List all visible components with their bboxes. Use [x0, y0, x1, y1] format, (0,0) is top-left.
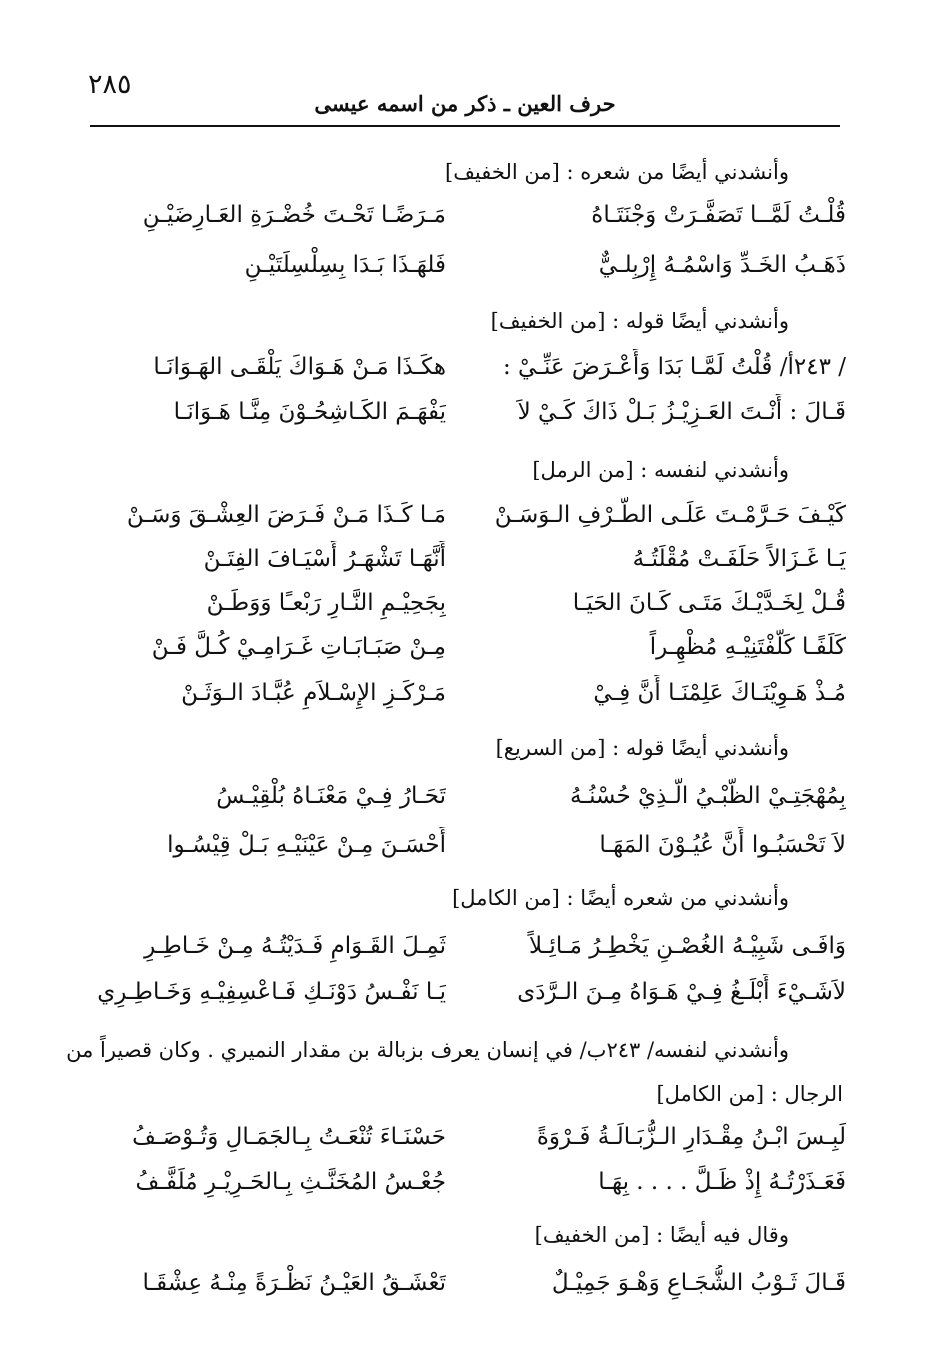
verse-second-hemistich: تَعْشَـقُ العَيْـنُ نَظْـرَةً مِنْـهُ عِشْقَـا — [142, 1270, 446, 1296]
verse-line — [94, 675, 846, 711]
prose-paragraph: وأنشدني لنفسه/ ٢٤٣ب/ في إنسان يعرف بزبالة بن مقدار النميري . وكان قصيراً من — [66, 1038, 789, 1062]
verse-line — [94, 585, 846, 621]
section-intro: وقال فيه أيضًا : [من الخفيف] — [534, 1223, 789, 1247]
verse-second-hemistich: مَـرْكَـزِ الإِسْـلاَمِ عُبَّـادَ الـوَثَـنْ — [181, 680, 446, 706]
verse-first-hemistich: وَافَـى شَبِيْـهُ الغُصْـنِ يَخْطِـرُ مَـائِـلاً — [528, 933, 846, 959]
verse-line — [94, 541, 846, 577]
verse-first-hemistich: قَـالَ : أَنْـتَ العَـزِيْـزُ بَـلْ ذَاكَ كَـيْ لاَ — [517, 399, 846, 425]
verse-first-hemistich: يَـا غَـزَالاً حَلَفَـتْ مُقْلَتُـهُ — [632, 546, 846, 572]
header-rule — [90, 125, 840, 127]
verse-second-hemistich: مَـا كَـذَا مَـنْ فَـرَضَ العِشْـقَ وَسَـنْ — [126, 502, 446, 528]
verse-first-hemistich: كَيْـفَ حَـرَّمْـتَ عَلَـى الطَّـرْفِ الـوَسَـنْ — [494, 502, 846, 528]
prose-continuation: الرجال : [من الكامل] — [656, 1082, 843, 1106]
verse-line — [94, 1164, 846, 1200]
verse-second-hemistich: مَـرَضًـا تَحْـتَ خُضْـرَةِ العَـارِضَيْـنِ — [142, 202, 446, 228]
verse-first-hemistich: مُـذْ هَـوِيْنَـاكَ عَلِمْنَـا أَنَّ فِـيْ — [593, 680, 846, 706]
verse-line — [94, 349, 846, 385]
verse-line — [94, 827, 846, 863]
verse-first-hemistich: كَلَفًـا كَلَّفْتَنِيْـهِ مُظْهِـراً — [649, 634, 846, 660]
section-intro: وأنشدني أيضًا قوله : [من الخفيف] — [490, 309, 789, 333]
verse-line — [94, 1265, 846, 1301]
verse-second-hemistich: تَحَـارُ فِـيْ مَعْنَـاهُ بُلْقِيْـسُ — [216, 783, 446, 809]
verse-first-hemistich: فَعَـذَرْتُـهُ إِذْ ظَـلَّ . . . . بِهَـا — [598, 1169, 846, 1195]
verse-second-hemistich: يَـا نَفْـسُ دَوْنَـكِ فَـاعْسِفِيْـهِ وَخَـاطِـرِي — [97, 979, 446, 1005]
verse-line — [94, 197, 846, 233]
running-head: حرف العين ـ ذكر من اسمه عيسى — [314, 91, 616, 116]
verse-first-hemistich: لاَ تَحْسَبُـوا أَنَّ عُيُـوْنَ المَهَـا — [599, 832, 846, 858]
verse-first-hemistich: بِمُهْجَتِـيْ الظَّبْـيُ الَّـذِيْ حُسْنُـهُ — [570, 783, 846, 809]
verse-first-hemistich: قُلْـتُ لَمَّــا تَصَفَّـرَتْ وَجْنَتَـاهُ — [591, 202, 846, 228]
verse-second-hemistich: حَسْنَـاءَ تُنْعَـتُ بِـالجَمَـالِ وَتُـوْصَـفُ — [132, 1124, 446, 1150]
verse-second-hemistich: مِـنْ صَبَـابَـاتِ غَـرَامِـيْ كُـلَّ فَـنْ — [151, 634, 446, 660]
verse-second-hemistich: جُعْـسُ المُخَنَّـثِ بِـالحَـرِيْـرِ مُلَفَّـفُ — [135, 1169, 446, 1195]
verse-second-hemistich: ثَمِـلَ القَـوَامِ فَـدَيْتُـهُ مِـنْ خَـاطِـرِ — [144, 933, 446, 959]
verse-line — [94, 1119, 846, 1155]
verse-line — [94, 928, 846, 964]
verse-first-hemistich: لَبِـسَ ابْـنُ مِقْـدَارِ الـزُّبَـالَـةُ فَـرْوَةً — [536, 1124, 846, 1150]
section-intro: وأنشدني أيضًا قوله : [من السريع] — [495, 736, 789, 760]
verse-second-hemistich: يَفْهَـمَ الكَـاشِحُـوْنَ مِنَّـا هَـوَانَـا — [173, 399, 446, 425]
verse-second-hemistich: أَنَّهَـا تَشْهَـرُ أَسْيَـافَ الفِتَـنْ — [203, 546, 446, 572]
verse-second-hemistich: بِجَحِيْـمِ النَّـارِ رَبْعـًا وَوَطَـنْ — [206, 590, 446, 616]
verse-first-hemistich: / ٢٤٣أ/ قُلْتُ لَمَّـا بَدَا وَأَعْـرَضَ عَنِّـيْ : — [502, 354, 846, 380]
section-intro: وأنشدني من شعره أيضًا : [من الكامل] — [452, 886, 789, 910]
verse-first-hemistich: ذَهَـبُ الخَـدِّ وَاسْمُـهُ إِرْبِلـيٌّ — [598, 252, 846, 278]
section-intro: وأنشدني لنفسه : [من الرمل] — [532, 458, 789, 482]
verse-second-hemistich: هكَـذَا مَـنْ هَـوَاكَ يَلْقَـى الهَـوَانَـا — [153, 354, 446, 380]
verse-second-hemistich: فَلهَـذَا بَـدَا بِسِلْسِلَتَيْـنِ — [244, 252, 446, 278]
verse-line — [94, 974, 846, 1010]
verse-first-hemistich: قَـالَ ثَـوْبُ الشُّجَـاعِ وَهْـوَ جَمِيْـلٌ — [551, 1270, 846, 1296]
section-intro: وأنشدني أيضًا من شعره : [من الخفيف] — [445, 160, 789, 184]
verse-line — [94, 778, 846, 814]
verse-first-hemistich: لاَشَـيْءَ أَبْلَـغُ فِـيْ هَـوَاهُ مِـنَ الـرَّدَى — [517, 979, 846, 1005]
page-number: ٢٨٥ — [88, 69, 132, 100]
verse-second-hemistich: أَحْسَـنَ مِـنْ عَيْنَيْـهِ بَـلْ قِيْسُـوا — [167, 832, 446, 858]
verse-line — [94, 247, 846, 283]
verse-line — [94, 497, 846, 533]
verse-line — [94, 394, 846, 430]
verse-first-hemistich: قُـلْ لِخَـدَّيْـكَ مَتَـى كَـانَ الحَيَـا — [572, 590, 846, 616]
verse-line — [94, 629, 846, 665]
